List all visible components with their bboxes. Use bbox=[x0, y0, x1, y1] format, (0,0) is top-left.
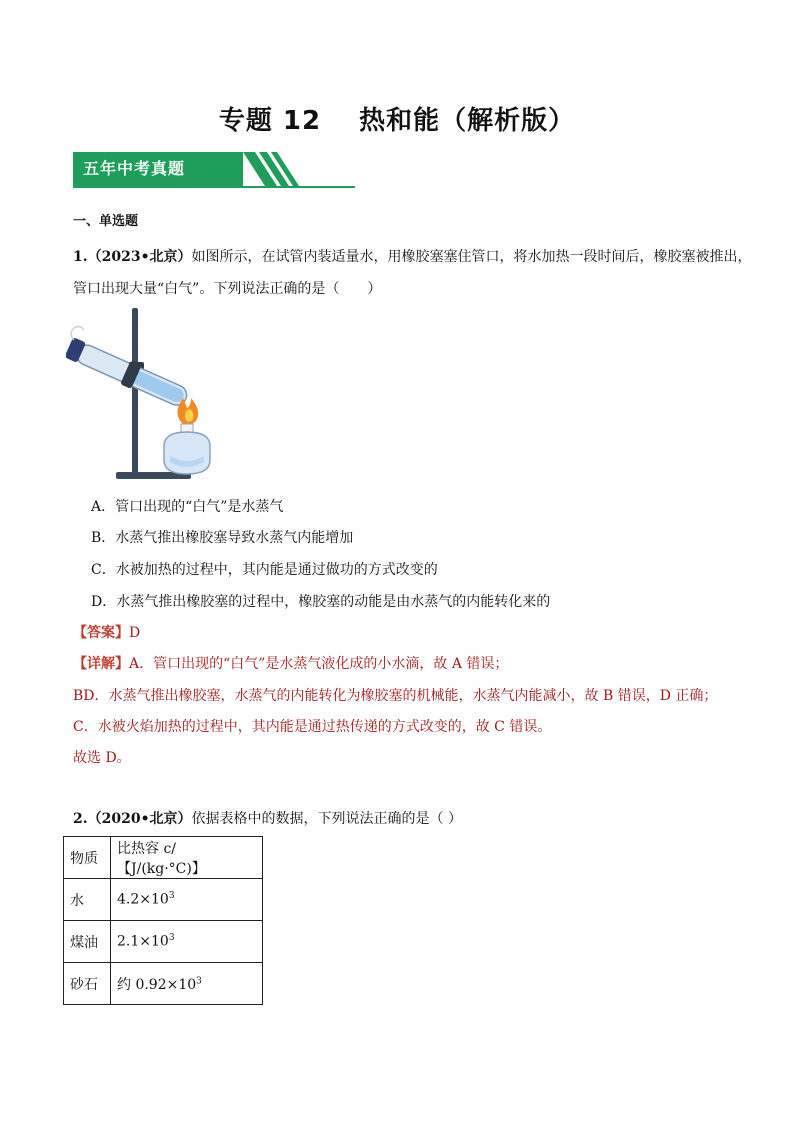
table-cell-substance: 煤油 bbox=[64, 921, 111, 963]
q1-answer bbox=[73, 623, 140, 643]
table-row bbox=[64, 879, 263, 921]
title-left: 专题 12 bbox=[218, 106, 322, 136]
table-cell-value bbox=[111, 921, 263, 963]
stand-rod bbox=[132, 308, 138, 474]
q1-conclusion: 故选 D。 bbox=[73, 750, 131, 766]
banner-underline bbox=[73, 186, 355, 188]
table-cell-substance: 水 bbox=[64, 879, 111, 921]
table-cell-value bbox=[111, 879, 263, 921]
banner-stripes-icon bbox=[241, 152, 331, 188]
q1-detail-line2: BD．水蒸气推出橡胶塞，水蒸气的内能转化为橡胶塞的机械能，水蒸气内能减小，故 B 错误，D 正确； bbox=[73, 688, 718, 704]
section-heading: 一、单选题 bbox=[73, 214, 139, 229]
page-title bbox=[0, 100, 794, 137]
detail-tag: 【详解】 bbox=[73, 656, 129, 672]
steam bbox=[71, 326, 84, 340]
q1-option-a: A．管口出现的“白气”是水蒸气 bbox=[91, 499, 284, 515]
q2-number: 2. bbox=[73, 811, 88, 827]
detail-text-1: A．管口出现的“白气”是水蒸气液化成的小水滴，故 A 错误； bbox=[129, 656, 509, 672]
answer-tag: 【答案】 bbox=[73, 625, 129, 641]
table-header-row bbox=[64, 837, 263, 879]
value-exponent: 3 bbox=[168, 891, 175, 902]
value-text: 4.2×10 bbox=[117, 891, 169, 908]
section-banner bbox=[73, 152, 355, 188]
q2-stem-text: 依据表格中的数据，下列说法正确的是（ ） bbox=[191, 811, 462, 827]
answer-value: D bbox=[129, 625, 141, 641]
q2-stem bbox=[73, 809, 462, 829]
banner-label: 五年中考真题 bbox=[73, 152, 243, 186]
value-exponent: 3 bbox=[196, 975, 202, 986]
q1-source: （2023•北京） bbox=[87, 249, 192, 265]
q1-stem-line2: 管口出现大量“白气”。下列说法正确的是（ ） bbox=[73, 281, 382, 297]
q1-option-c: C．水被加热的过程中，其内能是通过做功的方式改变的 bbox=[91, 562, 438, 578]
table-row bbox=[64, 921, 263, 963]
table-header-cell: 物质 bbox=[64, 837, 111, 879]
specific-heat-table bbox=[63, 836, 263, 1005]
q1-detail-line1 bbox=[73, 654, 508, 674]
q1-detail-line3: C．水被火焰加热的过程中，其内能是通过热传递的方式改变的，故 C 错误。 bbox=[73, 719, 552, 735]
q2-source: （2020•北京） bbox=[87, 811, 192, 827]
q1-option-d: D．水蒸气推出橡胶塞的过程中，橡胶塞的动能是由水蒸气的内能转化来的 bbox=[91, 594, 551, 610]
q1-option-b: B．水蒸气推出橡胶塞导致水蒸气内能增加 bbox=[91, 530, 354, 546]
value-exponent: 3 bbox=[168, 933, 175, 944]
value-text: 2.1×10 bbox=[117, 933, 169, 950]
q1-stem-line1 bbox=[73, 247, 752, 267]
experiment-figure bbox=[66, 306, 236, 486]
table-row bbox=[64, 963, 263, 1005]
table-header-cell: 比热容 c/ 【J/(kg·°C)】 bbox=[111, 837, 263, 879]
q1-number: 1. bbox=[73, 249, 88, 265]
alcohol-lamp bbox=[164, 432, 210, 474]
value-text: 约 0.92×10 bbox=[117, 976, 197, 993]
title-right: 热和能（解析版） bbox=[359, 106, 576, 136]
table-cell-substance: 砂石 bbox=[64, 963, 111, 1005]
table-cell-value bbox=[111, 963, 263, 1005]
q1-stem-text: 如图所示，在试管内装适量水，用橡胶塞塞住管口，将水加热一段时间后，橡胶塞被推出， bbox=[191, 249, 752, 265]
